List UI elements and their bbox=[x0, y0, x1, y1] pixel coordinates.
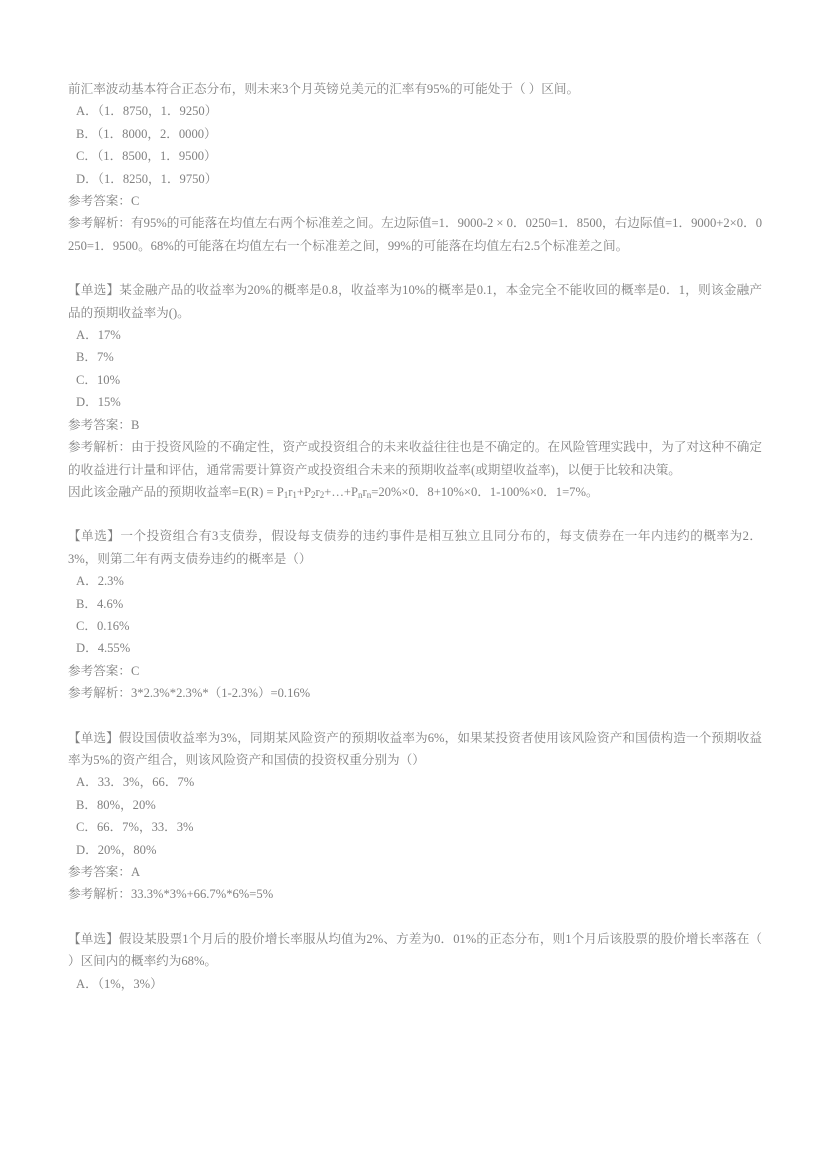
option-a[interactable]: A．（1%，3%） bbox=[76, 976, 163, 991]
formula-prefix: 因此该金融产品的预期收益率=E(R) = P bbox=[68, 484, 284, 499]
option-a[interactable]: A．17% bbox=[76, 328, 121, 343]
formula-mid-3: r bbox=[315, 484, 320, 499]
question-stem: 【单选】假设国债收益率为3%，同期某风险资产的预期收益率为6%，如果某投资者使用该风险资产和国债构造一个预期收益率为5%的资产组合，则该风险资产和国债的投资权重分别为（） bbox=[68, 730, 762, 767]
option-d[interactable]: D．15% bbox=[76, 395, 121, 410]
formula-sub-2: 1 bbox=[292, 490, 297, 501]
option-c[interactable]: C．66．7%，33．3% bbox=[76, 820, 194, 835]
reference-answer: 参考答案：A bbox=[68, 865, 141, 879]
option-b[interactable]: B．7% bbox=[76, 350, 114, 365]
question-block bbox=[68, 727, 762, 906]
option-a[interactable]: A．2.3% bbox=[76, 574, 124, 589]
question-stem: 【单选】某金融产品的收益率为20%的概率是0.8，收益率为10%的概率是0.1，本金完全不能收回的概率是0．1，则该金融产品的预期收益率为()。 bbox=[68, 283, 762, 320]
option-c[interactable]: C．（1．8500，1．9500） bbox=[76, 149, 217, 164]
expected-return-formula bbox=[68, 481, 762, 503]
formula-mid-2: +P bbox=[296, 484, 312, 499]
question-stem: 【单选】一个投资组合有3支债券，假设每支债券的违约事件是相互独立且同分布的，每支债券在一年内违约的概率为2．3%，则第二年有两支债券违约的概率是（） bbox=[68, 529, 762, 566]
reference-answer: 参考答案：B bbox=[68, 417, 140, 432]
reference-analysis: 参考解析：由于投资风险的不确定性，资产或投资组合的未来收益往往也是不确定的。在风险管理实践中，为了对这种不确定的收益进行计量和评估，通常需要计算资产或投资组合未来的预期收益率(或期望收益率)，以便于比较和决策。 bbox=[68, 440, 762, 477]
formula-mid-1: r bbox=[288, 484, 293, 499]
option-b[interactable]: B．（1．8000，2．0000） bbox=[76, 126, 217, 141]
formula-sub-5: n bbox=[358, 490, 363, 501]
option-a[interactable]: A．33．3%，66．7% bbox=[76, 775, 195, 790]
reference-analysis: 参考解析：有95%的可能落在均值左右两个标准差之间。左边际值=1．9000-2 × 0．0250=1．8500，右边际值=1．9000+2×0．0250=1．9500。68%的可能落在均值左右一个标准差之间，99%的可能落在均值左右2.5个标准差之间。 bbox=[68, 216, 762, 253]
option-c[interactable]: C．10% bbox=[76, 372, 121, 387]
question-block bbox=[68, 928, 762, 995]
reference-analysis: 参考解析：33.3%*3%+66.7%*6%=5% bbox=[68, 887, 274, 902]
option-b[interactable]: B．80%，20% bbox=[76, 797, 156, 812]
question-block bbox=[68, 78, 762, 257]
formula-suffix: =20%×0．8+10%×0．1-100%×0．1=7%。 bbox=[371, 484, 599, 499]
reference-answer: 参考答案：C bbox=[68, 663, 140, 678]
reference-answer: 参考答案：C bbox=[68, 194, 140, 209]
formula-sub-1: 1 bbox=[283, 490, 289, 501]
question-block bbox=[68, 525, 762, 704]
option-c[interactable]: C．0.16% bbox=[76, 618, 130, 633]
question-block bbox=[68, 279, 762, 503]
question-stem: 【单选】假设某股票1个月后的股价增长率服从均值为2%、方差为0．01%的正态分布，则1个月后该股票的股价增长率落在（ ）区间内的概率约为68%。 bbox=[68, 931, 762, 969]
option-d[interactable]: D．20%，80% bbox=[76, 842, 157, 857]
question-stem: 前汇率波动基本符合正态分布，则未来3个月英镑兑美元的汇率有95%的可能处于（ ）区间。 bbox=[68, 82, 580, 96]
option-d[interactable]: D．4.55% bbox=[76, 641, 131, 656]
option-b[interactable]: B．4.6% bbox=[76, 596, 124, 611]
formula-sub-4: 2 bbox=[319, 490, 325, 501]
formula-mid-4: +…+P bbox=[324, 484, 359, 499]
reference-analysis: 参考解析：3*2.3%*2.3%*（1-2.3%）=0.16% bbox=[68, 686, 311, 701]
page-content bbox=[68, 78, 762, 995]
option-d[interactable]: D．（1．8250，1．9750） bbox=[76, 171, 218, 186]
option-a[interactable]: A．（1．8750，1．9250） bbox=[76, 104, 218, 119]
formula-mid-5: r bbox=[362, 484, 367, 499]
formula-sub-6: n bbox=[366, 490, 372, 501]
formula-sub-3: 2 bbox=[311, 490, 316, 501]
